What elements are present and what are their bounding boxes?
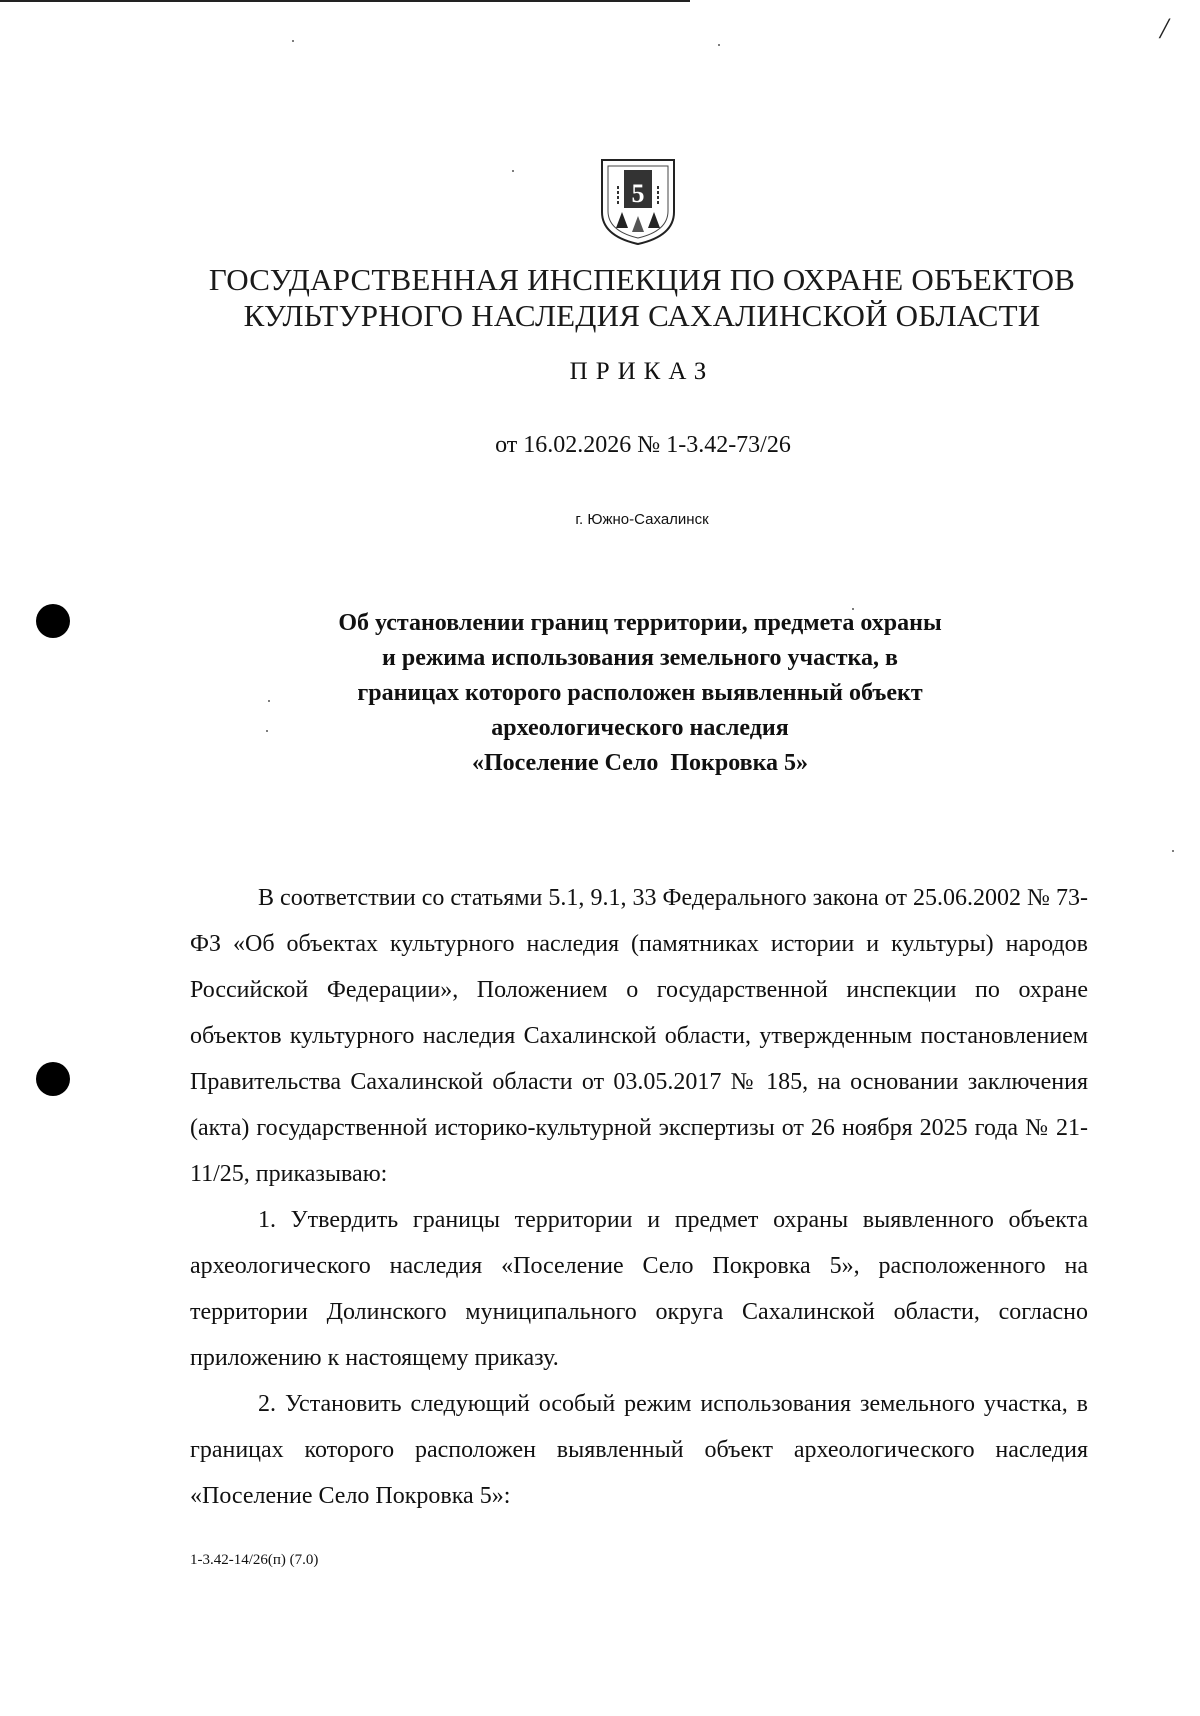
subject-line: и режима использования земельного участка, в — [382, 645, 898, 671]
body-paragraph-item-1: 1. Утвердить границы территории и предмет охраны выявленного объекта археологического наследия «Поселение Село Покровка 5», расположенного на территории Долинского муниципального округа Сахалинской области, согласно приложению к настоящему приказу. — [190, 1207, 1088, 1371]
order-subject — [260, 606, 1020, 781]
institution-title-line: ГОСУДАРСТВЕННАЯ ИНСПЕКЦИЯ ПО ОХРАНЕ ОБЪЕКТОВ — [208, 262, 1076, 297]
corner-pen-mark: / — [1160, 12, 1169, 45]
subject-line: Об установлении границ территории, предмета охраны — [338, 610, 942, 636]
institution-title — [0, 262, 1200, 334]
footer-document-code: 1-3.42-14/26(п) (7.0) — [190, 1552, 319, 1568]
punch-hole-lower — [36, 1062, 70, 1096]
body-paragraph-preamble: В соответствии со статьями 5.1, 9.1, 33 Федерального закона от 25.06.2002 № 73-ФЗ «Об объектах культурного наследия (памятниках истории и культуры) народов Российской Федерации», Положением о государственной инспекции по охране объектов культурного наследия Сахалинской области, утвержденным постановлением Правительства Сахалинской области от 03.05.2017 № 185, на основании заключения (акта) государственной историко-культурной экспертизы от 26 ноября 2025 года № 21-11/25, приказываю: — [190, 885, 1088, 1187]
document-city: г. Южно-Сахалинск — [575, 511, 709, 528]
body-paragraph-item-2: 2. Установить следующий особый режим использования земельного участка, в границах которого расположен выявленный объект археологического наследия «Поселение Село Покровка 5»: — [190, 1391, 1088, 1509]
order-body — [190, 875, 1088, 1519]
top-rule — [0, 0, 690, 2]
scan-speck — [1172, 850, 1174, 852]
subject-line: границах которого расположен выявленный объект — [357, 680, 923, 706]
document-date-number: от 16.02.2026 № 1-3.42-73/26 — [495, 432, 791, 458]
scan-speck — [292, 40, 294, 42]
subject-line: археологического наследия — [491, 715, 789, 741]
svg-text:5: 5 — [631, 179, 645, 208]
punch-hole-upper — [36, 604, 70, 638]
scan-speck — [512, 170, 514, 172]
scan-speck — [718, 44, 720, 46]
document-type: ПРИКАЗ — [569, 358, 715, 385]
institution-title-line: КУЛЬТУРНОГО НАСЛЕДИЯ САХАЛИНСКОЙ ОБЛАСТИ — [243, 298, 1041, 333]
coat-of-arms-emblem — [598, 156, 678, 246]
subject-line: «Поселение Село Покровка 5» — [471, 750, 809, 776]
